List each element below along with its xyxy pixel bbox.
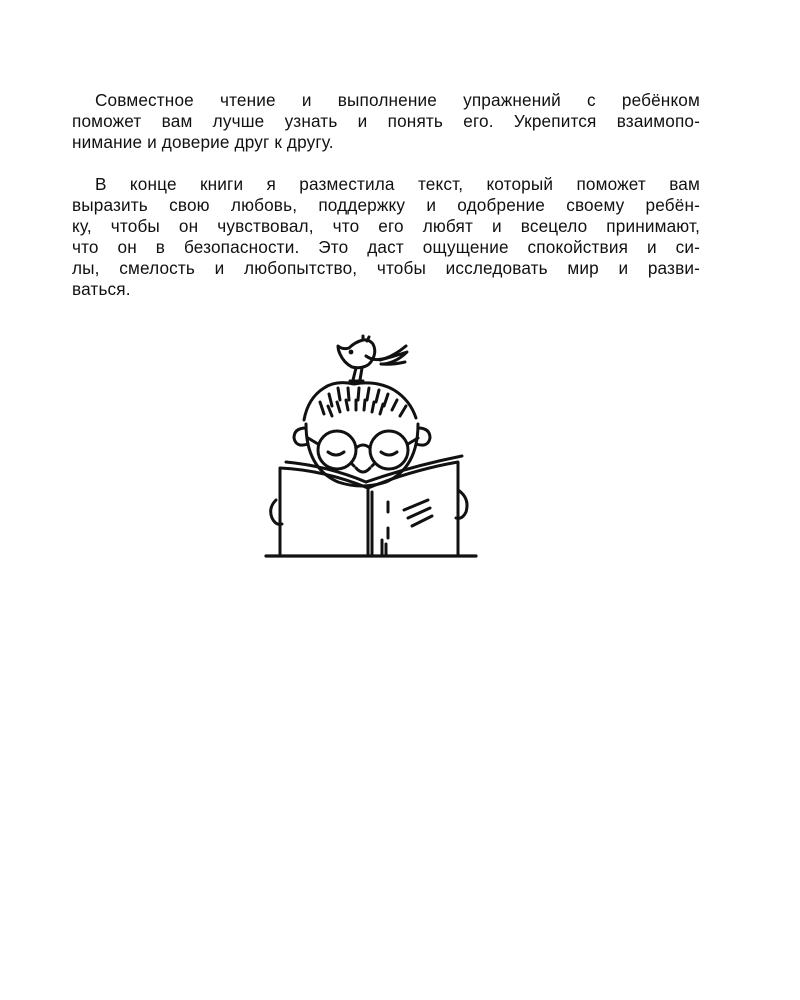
left-eye-icon bbox=[328, 452, 344, 455]
text-line: ваться. bbox=[72, 279, 131, 299]
text-line: ку, чтобы он чувствовал, что его любят и всецело принимают, bbox=[72, 216, 700, 236]
text-line: лы, смелость и любопытство, чтобы исследовать мир и разви- bbox=[72, 258, 700, 278]
boy-reading-book-illustration bbox=[262, 332, 484, 564]
open-book-icon bbox=[280, 456, 462, 556]
text-line: нимание и доверие друг к другу. bbox=[72, 132, 334, 152]
text-line: Совместное чтение и выполнение упражнений с ребёнком bbox=[95, 90, 700, 110]
text-line: выразить свою любовь, поддержку и одобрение своему ребён- bbox=[72, 195, 700, 215]
text-line: поможет вам лучше узнать и понять его. Укрепится взаимопо- bbox=[72, 111, 700, 131]
text-line: В конце книги я разместила текст, который поможет вам bbox=[95, 174, 700, 194]
boy-reading-book-with-bird-icon bbox=[262, 332, 484, 564]
glasses-icon bbox=[308, 431, 418, 469]
hair-icon bbox=[304, 383, 416, 420]
paragraph-2 bbox=[72, 174, 700, 300]
right-eye-icon bbox=[381, 452, 397, 455]
mouth-icon bbox=[356, 468, 370, 472]
text-line: что он в безопасности. Это даст ощущение спокойствия и си- bbox=[72, 237, 700, 257]
body-text bbox=[72, 90, 700, 321]
bird-icon bbox=[338, 336, 407, 381]
paragraph-1 bbox=[72, 90, 700, 153]
